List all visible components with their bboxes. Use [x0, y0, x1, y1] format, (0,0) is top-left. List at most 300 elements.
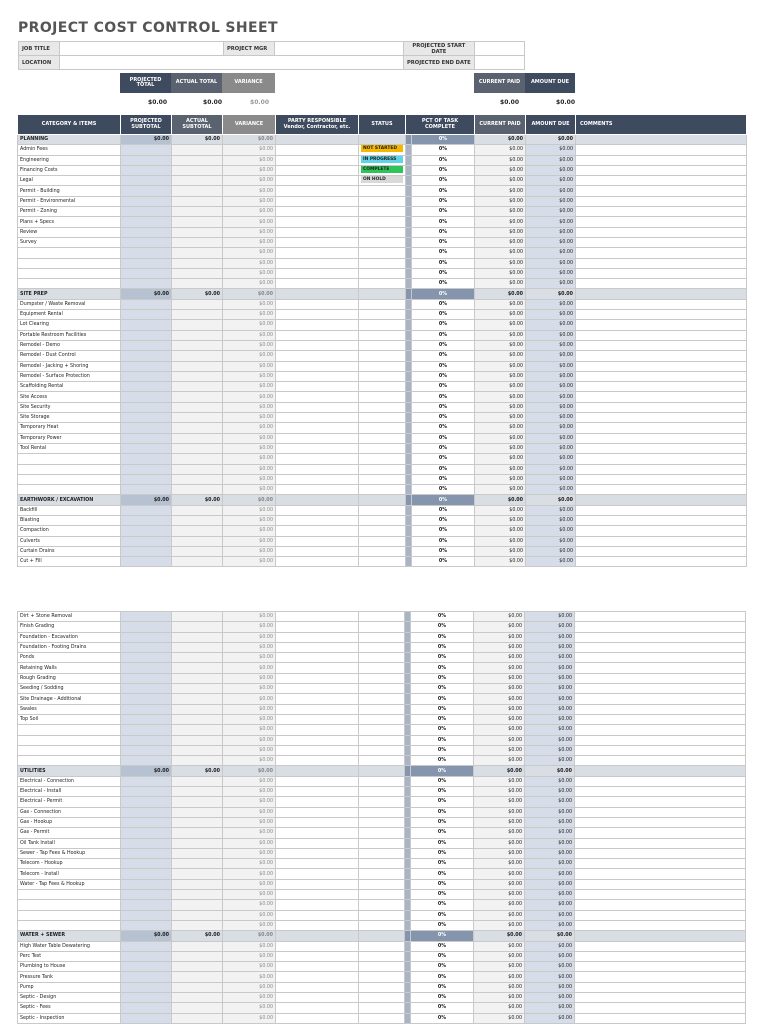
- projected-subtotal-cell[interactable]: [121, 838, 172, 848]
- party-responsible-cell[interactable]: [276, 207, 359, 217]
- comments-cell[interactable]: [576, 248, 747, 258]
- current-paid-cell[interactable]: $0.00: [474, 632, 525, 642]
- status-cell[interactable]: [359, 320, 406, 330]
- party-responsible-cell[interactable]: [276, 299, 359, 309]
- actual-subtotal-cell[interactable]: [172, 714, 223, 724]
- projected-subtotal-cell[interactable]: [121, 642, 172, 652]
- comments-cell[interactable]: [575, 745, 746, 755]
- actual-subtotal-cell[interactable]: [172, 505, 223, 515]
- projected-end-field[interactable]: [474, 56, 524, 70]
- item-label[interactable]: Ponds: [18, 653, 121, 663]
- current-paid-cell[interactable]: $0.00: [475, 351, 526, 361]
- current-paid-cell[interactable]: $0.00: [474, 642, 525, 652]
- projected-subtotal-cell[interactable]: [121, 258, 172, 268]
- pct-complete-cell[interactable]: 0%: [412, 227, 475, 237]
- comments-cell[interactable]: [575, 766, 746, 776]
- comments-cell[interactable]: [575, 1003, 746, 1013]
- item-label[interactable]: Tool Rental: [18, 443, 121, 453]
- comments-cell[interactable]: [575, 787, 746, 797]
- status-cell[interactable]: [359, 268, 406, 278]
- actual-subtotal-cell[interactable]: [172, 756, 223, 766]
- status-cell[interactable]: [359, 474, 406, 484]
- status-cell[interactable]: [359, 443, 406, 453]
- pct-complete-cell[interactable]: 0%: [412, 392, 475, 402]
- current-paid-cell[interactable]: $0.00: [475, 237, 526, 247]
- item-label[interactable]: [18, 735, 121, 745]
- pct-complete-cell[interactable]: 0%: [412, 402, 475, 412]
- job-title-field[interactable]: [60, 42, 224, 56]
- comments-cell[interactable]: [576, 382, 747, 392]
- actual-subtotal-cell[interactable]: [172, 807, 223, 817]
- status-cell[interactable]: [359, 869, 405, 879]
- actual-subtotal-cell[interactable]: [172, 268, 223, 278]
- party-responsible-cell[interactable]: [276, 495, 359, 505]
- pct-complete-cell[interactable]: 0%: [412, 207, 475, 217]
- current-paid-cell[interactable]: $0.00: [475, 320, 526, 330]
- projected-subtotal-cell[interactable]: [121, 155, 172, 165]
- projected-subtotal-cell[interactable]: [121, 423, 172, 433]
- projected-subtotal-cell[interactable]: [121, 859, 172, 869]
- pct-complete-cell[interactable]: 0%: [412, 155, 475, 165]
- item-label[interactable]: Pressure Tank: [18, 972, 121, 982]
- comments-cell[interactable]: [575, 735, 746, 745]
- pct-complete-cell[interactable]: 0%: [412, 217, 475, 227]
- actual-subtotal-cell[interactable]: [172, 413, 223, 423]
- current-paid-cell[interactable]: $0.00: [474, 910, 525, 920]
- current-paid-cell[interactable]: $0.00: [474, 797, 525, 807]
- item-label[interactable]: Blasting: [18, 515, 121, 525]
- status-cell[interactable]: [359, 135, 406, 145]
- pct-complete-cell[interactable]: 0%: [411, 920, 474, 930]
- party-responsible-cell[interactable]: [276, 217, 359, 227]
- item-label[interactable]: Remodel - Jacking + Shoring: [18, 361, 121, 371]
- item-label[interactable]: Survey: [18, 237, 121, 247]
- current-paid-cell[interactable]: $0.00: [475, 454, 526, 464]
- status-cell[interactable]: [359, 714, 405, 724]
- current-paid-cell[interactable]: $0.00: [474, 869, 525, 879]
- status-cell[interactable]: [359, 962, 405, 972]
- actual-subtotal-cell[interactable]: [172, 673, 223, 683]
- current-paid-cell[interactable]: $0.00: [474, 900, 525, 910]
- pct-complete-cell[interactable]: 0%: [411, 848, 474, 858]
- actual-subtotal-cell[interactable]: [172, 962, 223, 972]
- current-paid-cell[interactable]: $0.00: [475, 340, 526, 350]
- actual-subtotal-cell[interactable]: [172, 217, 223, 227]
- current-paid-cell[interactable]: $0.00: [474, 879, 525, 889]
- pct-complete-cell[interactable]: 0%: [411, 766, 474, 776]
- status-legend-in-progress[interactable]: IN PROGRESS: [361, 156, 403, 163]
- comments-cell[interactable]: [576, 155, 747, 165]
- comments-cell[interactable]: [576, 392, 747, 402]
- projected-subtotal-cell[interactable]: [121, 807, 172, 817]
- comments-cell[interactable]: [576, 299, 747, 309]
- comments-cell[interactable]: [575, 962, 746, 972]
- party-responsible-cell[interactable]: [276, 423, 359, 433]
- comments-cell[interactable]: [575, 673, 746, 683]
- status-cell[interactable]: [359, 485, 406, 495]
- status-cell[interactable]: [359, 910, 405, 920]
- pct-complete-cell[interactable]: 0%: [411, 879, 474, 889]
- item-label[interactable]: Water - Tap Fees & Hookup: [18, 879, 121, 889]
- item-label[interactable]: Financing Costs: [18, 165, 121, 175]
- status-cell[interactable]: [359, 227, 406, 237]
- party-responsible-cell[interactable]: [276, 982, 359, 992]
- pct-complete-cell[interactable]: 0%: [412, 135, 475, 145]
- current-paid-cell[interactable]: $0.00: [474, 982, 525, 992]
- comments-cell[interactable]: [576, 474, 747, 484]
- projected-subtotal-cell[interactable]: [121, 557, 172, 567]
- current-paid-cell[interactable]: $0.00: [474, 1003, 525, 1013]
- projected-subtotal-cell[interactable]: [121, 361, 172, 371]
- projected-subtotal-cell[interactable]: [121, 776, 172, 786]
- status-cell[interactable]: [359, 776, 405, 786]
- item-label[interactable]: [18, 268, 121, 278]
- party-responsible-cell[interactable]: [276, 268, 359, 278]
- status-cell[interactable]: [359, 838, 405, 848]
- pct-complete-cell[interactable]: 0%: [412, 145, 475, 155]
- item-label[interactable]: Electrical - Permit: [18, 797, 121, 807]
- status-cell[interactable]: [359, 787, 405, 797]
- comments-cell[interactable]: [575, 900, 746, 910]
- party-responsible-cell[interactable]: [276, 1003, 359, 1013]
- party-responsible-cell[interactable]: [276, 155, 359, 165]
- item-label[interactable]: Rough Grading: [18, 673, 121, 683]
- item-label[interactable]: [18, 474, 121, 484]
- actual-subtotal-cell[interactable]: [172, 155, 223, 165]
- pct-complete-cell[interactable]: 0%: [412, 299, 475, 309]
- pct-complete-cell[interactable]: 0%: [412, 186, 475, 196]
- comments-cell[interactable]: [576, 330, 747, 340]
- status-cell[interactable]: [359, 1003, 405, 1013]
- actual-subtotal-cell[interactable]: [172, 207, 223, 217]
- status-cell[interactable]: [359, 371, 406, 381]
- item-label[interactable]: Foundation - Excavation: [18, 632, 121, 642]
- status-cell[interactable]: [359, 515, 406, 525]
- item-label[interactable]: Scaffolding Rental: [18, 382, 121, 392]
- item-label[interactable]: Temporary Heat: [18, 423, 121, 433]
- current-paid-cell[interactable]: $0.00: [474, 941, 525, 951]
- status-cell[interactable]: [359, 745, 405, 755]
- current-paid-cell[interactable]: $0.00: [474, 931, 525, 941]
- actual-subtotal-cell[interactable]: [172, 433, 223, 443]
- pct-complete-cell[interactable]: 0%: [412, 371, 475, 381]
- party-responsible-cell[interactable]: [276, 165, 359, 175]
- projected-subtotal-cell[interactable]: [121, 340, 172, 350]
- pct-complete-cell[interactable]: 0%: [411, 756, 474, 766]
- actual-subtotal-cell[interactable]: [172, 920, 223, 930]
- actual-subtotal-cell[interactable]: [172, 684, 223, 694]
- actual-subtotal-cell[interactable]: [172, 176, 223, 186]
- party-responsible-cell[interactable]: [276, 714, 359, 724]
- comments-cell[interactable]: [575, 992, 746, 1002]
- projected-subtotal-cell[interactable]: [121, 879, 172, 889]
- projected-subtotal-cell[interactable]: $0.00: [121, 766, 172, 776]
- comments-cell[interactable]: [576, 310, 747, 320]
- item-label[interactable]: Gas - Hookup: [18, 817, 121, 827]
- current-paid-cell[interactable]: $0.00: [474, 807, 525, 817]
- projected-subtotal-cell[interactable]: [121, 433, 172, 443]
- status-cell[interactable]: [359, 505, 406, 515]
- actual-subtotal-cell[interactable]: [172, 165, 223, 175]
- actual-subtotal-cell[interactable]: $0.00: [172, 289, 223, 299]
- projected-subtotal-cell[interactable]: [121, 1003, 172, 1013]
- pct-complete-cell[interactable]: 0%: [411, 725, 474, 735]
- comments-cell[interactable]: [575, 931, 746, 941]
- status-cell[interactable]: [359, 931, 405, 941]
- item-label[interactable]: Telecom - Install: [18, 869, 121, 879]
- comments-cell[interactable]: [575, 642, 746, 652]
- comments-cell[interactable]: [575, 828, 746, 838]
- actual-subtotal-cell[interactable]: [172, 464, 223, 474]
- actual-subtotal-cell[interactable]: [172, 320, 223, 330]
- party-responsible-cell[interactable]: [276, 402, 359, 412]
- projected-subtotal-cell[interactable]: [121, 485, 172, 495]
- party-responsible-cell[interactable]: [276, 392, 359, 402]
- current-paid-cell[interactable]: $0.00: [475, 361, 526, 371]
- item-label[interactable]: Foundation - Footing Drains: [18, 642, 121, 652]
- comments-cell[interactable]: [576, 268, 747, 278]
- comments-cell[interactable]: [576, 423, 747, 433]
- current-paid-cell[interactable]: $0.00: [474, 756, 525, 766]
- projected-subtotal-cell[interactable]: [121, 869, 172, 879]
- actual-subtotal-cell[interactable]: $0.00: [172, 931, 223, 941]
- comments-cell[interactable]: [576, 340, 747, 350]
- item-label[interactable]: Portable Restroom Facilities: [18, 330, 121, 340]
- item-label[interactable]: Septic - Fees: [18, 1003, 121, 1013]
- current-paid-cell[interactable]: $0.00: [475, 258, 526, 268]
- status-cell[interactable]: [359, 351, 406, 361]
- comments-cell[interactable]: [576, 413, 747, 423]
- actual-subtotal-cell[interactable]: [172, 951, 223, 961]
- status-cell[interactable]: [359, 920, 405, 930]
- party-responsible-cell[interactable]: [276, 176, 359, 186]
- pct-complete-cell[interactable]: 0%: [411, 941, 474, 951]
- projected-subtotal-cell[interactable]: [121, 145, 172, 155]
- projected-subtotal-cell[interactable]: [121, 536, 172, 546]
- projected-subtotal-cell[interactable]: [121, 1013, 172, 1023]
- actual-subtotal-cell[interactable]: [172, 382, 223, 392]
- item-label[interactable]: Sewer - Tap Fees & Hookup: [18, 848, 121, 858]
- party-responsible-cell[interactable]: [276, 227, 359, 237]
- status-cell[interactable]: [359, 992, 405, 1002]
- party-responsible-cell[interactable]: [276, 787, 359, 797]
- current-paid-cell[interactable]: $0.00: [475, 135, 526, 145]
- projected-subtotal-cell[interactable]: [121, 962, 172, 972]
- status-cell[interactable]: [359, 817, 405, 827]
- status-cell[interactable]: [359, 890, 405, 900]
- projected-subtotal-cell[interactable]: [121, 382, 172, 392]
- party-responsible-cell[interactable]: [276, 951, 359, 961]
- current-paid-cell[interactable]: $0.00: [474, 694, 525, 704]
- party-responsible-cell[interactable]: [276, 663, 359, 673]
- party-responsible-cell[interactable]: [276, 941, 359, 951]
- current-paid-cell[interactable]: $0.00: [475, 279, 526, 289]
- comments-cell[interactable]: [575, 622, 746, 632]
- item-label[interactable]: Top Soil: [18, 714, 121, 724]
- comments-cell[interactable]: [576, 505, 747, 515]
- actual-subtotal-cell[interactable]: [172, 828, 223, 838]
- comments-cell[interactable]: [575, 756, 746, 766]
- party-responsible-cell[interactable]: [276, 673, 359, 683]
- status-cell[interactable]: [359, 382, 406, 392]
- comments-cell[interactable]: [575, 848, 746, 858]
- party-responsible-cell[interactable]: [276, 931, 359, 941]
- comments-cell[interactable]: [576, 320, 747, 330]
- pct-complete-cell[interactable]: 0%: [412, 557, 475, 567]
- comments-cell[interactable]: [575, 951, 746, 961]
- comments-cell[interactable]: [575, 807, 746, 817]
- status-legend-not-started[interactable]: NOT STARTED: [361, 145, 403, 152]
- party-responsible-cell[interactable]: [276, 382, 359, 392]
- item-label[interactable]: Review: [18, 227, 121, 237]
- pct-complete-cell[interactable]: 0%: [411, 900, 474, 910]
- comments-cell[interactable]: [576, 454, 747, 464]
- current-paid-cell[interactable]: $0.00: [474, 972, 525, 982]
- pct-complete-cell[interactable]: 0%: [412, 237, 475, 247]
- status-cell[interactable]: [359, 684, 405, 694]
- pct-complete-cell[interactable]: 0%: [412, 176, 475, 186]
- current-paid-cell[interactable]: $0.00: [474, 776, 525, 786]
- current-paid-cell[interactable]: $0.00: [474, 951, 525, 961]
- pct-complete-cell[interactable]: 0%: [412, 485, 475, 495]
- current-paid-cell[interactable]: $0.00: [474, 725, 525, 735]
- item-label[interactable]: Pump: [18, 982, 121, 992]
- item-label[interactable]: [18, 890, 121, 900]
- comments-cell[interactable]: [576, 217, 747, 227]
- actual-subtotal-cell[interactable]: [172, 310, 223, 320]
- status-cell[interactable]: [359, 155, 406, 165]
- current-paid-cell[interactable]: $0.00: [474, 735, 525, 745]
- current-paid-cell[interactable]: $0.00: [475, 536, 526, 546]
- current-paid-cell[interactable]: $0.00: [475, 505, 526, 515]
- party-responsible-cell[interactable]: [276, 351, 359, 361]
- party-responsible-cell[interactable]: [276, 145, 359, 155]
- projected-subtotal-cell[interactable]: [121, 268, 172, 278]
- party-responsible-cell[interactable]: [276, 807, 359, 817]
- actual-subtotal-cell[interactable]: [172, 351, 223, 361]
- party-responsible-cell[interactable]: [276, 505, 359, 515]
- item-label[interactable]: Site Drainage - Additional: [18, 694, 121, 704]
- item-label[interactable]: Compaction: [18, 526, 121, 536]
- item-label[interactable]: Dirt + Stone Removal: [18, 612, 121, 622]
- comments-cell[interactable]: [576, 227, 747, 237]
- pct-complete-cell[interactable]: 0%: [411, 776, 474, 786]
- status-cell[interactable]: [359, 828, 405, 838]
- actual-subtotal-cell[interactable]: [172, 227, 223, 237]
- item-label[interactable]: [18, 900, 121, 910]
- pct-complete-cell[interactable]: 0%: [412, 361, 475, 371]
- status-cell[interactable]: [359, 879, 405, 889]
- item-label[interactable]: [18, 756, 121, 766]
- pct-complete-cell[interactable]: 0%: [411, 694, 474, 704]
- item-label[interactable]: Plans + Specs: [18, 217, 121, 227]
- status-cell[interactable]: [359, 289, 406, 299]
- comments-cell[interactable]: [576, 464, 747, 474]
- current-paid-cell[interactable]: $0.00: [474, 653, 525, 663]
- pct-complete-cell[interactable]: 0%: [412, 268, 475, 278]
- pct-complete-cell[interactable]: 0%: [412, 258, 475, 268]
- current-paid-cell[interactable]: $0.00: [475, 402, 526, 412]
- item-label[interactable]: Perc Test: [18, 951, 121, 961]
- party-responsible-cell[interactable]: [276, 653, 359, 663]
- projected-subtotal-cell[interactable]: [121, 454, 172, 464]
- item-label[interactable]: Electrical - Connection: [18, 776, 121, 786]
- status-cell[interactable]: [359, 402, 406, 412]
- projected-subtotal-cell[interactable]: [121, 828, 172, 838]
- projected-subtotal-cell[interactable]: $0.00: [121, 289, 172, 299]
- pct-complete-cell[interactable]: 0%: [411, 869, 474, 879]
- projected-subtotal-cell[interactable]: [121, 413, 172, 423]
- projected-subtotal-cell[interactable]: [121, 673, 172, 683]
- current-paid-cell[interactable]: $0.00: [475, 485, 526, 495]
- projected-subtotal-cell[interactable]: [121, 941, 172, 951]
- status-cell[interactable]: [359, 766, 405, 776]
- projected-subtotal-cell[interactable]: [121, 227, 172, 237]
- comments-cell[interactable]: [575, 612, 746, 622]
- pct-complete-cell[interactable]: 0%: [412, 526, 475, 536]
- comments-cell[interactable]: [576, 526, 747, 536]
- item-label[interactable]: Finish Grading: [18, 622, 121, 632]
- current-paid-cell[interactable]: $0.00: [474, 920, 525, 930]
- actual-subtotal-cell[interactable]: [172, 622, 223, 632]
- status-cell[interactable]: [359, 361, 406, 371]
- party-responsible-cell[interactable]: [276, 838, 359, 848]
- current-paid-cell[interactable]: $0.00: [475, 227, 526, 237]
- location-field[interactable]: [60, 56, 404, 70]
- party-responsible-cell[interactable]: [276, 776, 359, 786]
- current-paid-cell[interactable]: $0.00: [474, 673, 525, 683]
- pct-complete-cell[interactable]: 0%: [412, 330, 475, 340]
- status-cell[interactable]: [359, 632, 405, 642]
- actual-subtotal-cell[interactable]: [172, 557, 223, 567]
- current-paid-cell[interactable]: $0.00: [475, 526, 526, 536]
- current-paid-cell[interactable]: $0.00: [475, 155, 526, 165]
- comments-cell[interactable]: [576, 145, 747, 155]
- projected-subtotal-cell[interactable]: [121, 848, 172, 858]
- item-label[interactable]: Seeding / Sodding: [18, 684, 121, 694]
- status-cell[interactable]: [359, 673, 405, 683]
- projected-subtotal-cell[interactable]: [121, 632, 172, 642]
- comments-cell[interactable]: [575, 890, 746, 900]
- party-responsible-cell[interactable]: [276, 310, 359, 320]
- current-paid-cell[interactable]: $0.00: [474, 663, 525, 673]
- party-responsible-cell[interactable]: [276, 684, 359, 694]
- party-responsible-cell[interactable]: [276, 361, 359, 371]
- party-responsible-cell[interactable]: [276, 848, 359, 858]
- current-paid-cell[interactable]: $0.00: [475, 196, 526, 206]
- status-cell[interactable]: [359, 145, 406, 155]
- actual-subtotal-cell[interactable]: [172, 299, 223, 309]
- comments-cell[interactable]: [576, 196, 747, 206]
- pct-complete-cell[interactable]: 0%: [412, 320, 475, 330]
- item-label[interactable]: Lot Clearing: [18, 320, 121, 330]
- pct-complete-cell[interactable]: 0%: [412, 340, 475, 350]
- project-mgr-field[interactable]: [275, 42, 404, 56]
- comments-cell[interactable]: [576, 279, 747, 289]
- party-responsible-cell[interactable]: [276, 474, 359, 484]
- item-label[interactable]: Telecom - Hookup: [18, 859, 121, 869]
- pct-complete-cell[interactable]: 0%: [412, 382, 475, 392]
- pct-complete-cell[interactable]: 0%: [411, 890, 474, 900]
- projected-subtotal-cell[interactable]: [121, 351, 172, 361]
- party-responsible-cell[interactable]: [276, 735, 359, 745]
- projected-subtotal-cell[interactable]: $0.00: [121, 135, 172, 145]
- projected-subtotal-cell[interactable]: [121, 920, 172, 930]
- party-responsible-cell[interactable]: [276, 962, 359, 972]
- item-label[interactable]: Equipment Rental: [18, 310, 121, 320]
- pct-complete-cell[interactable]: 0%: [411, 817, 474, 827]
- party-responsible-cell[interactable]: [276, 340, 359, 350]
